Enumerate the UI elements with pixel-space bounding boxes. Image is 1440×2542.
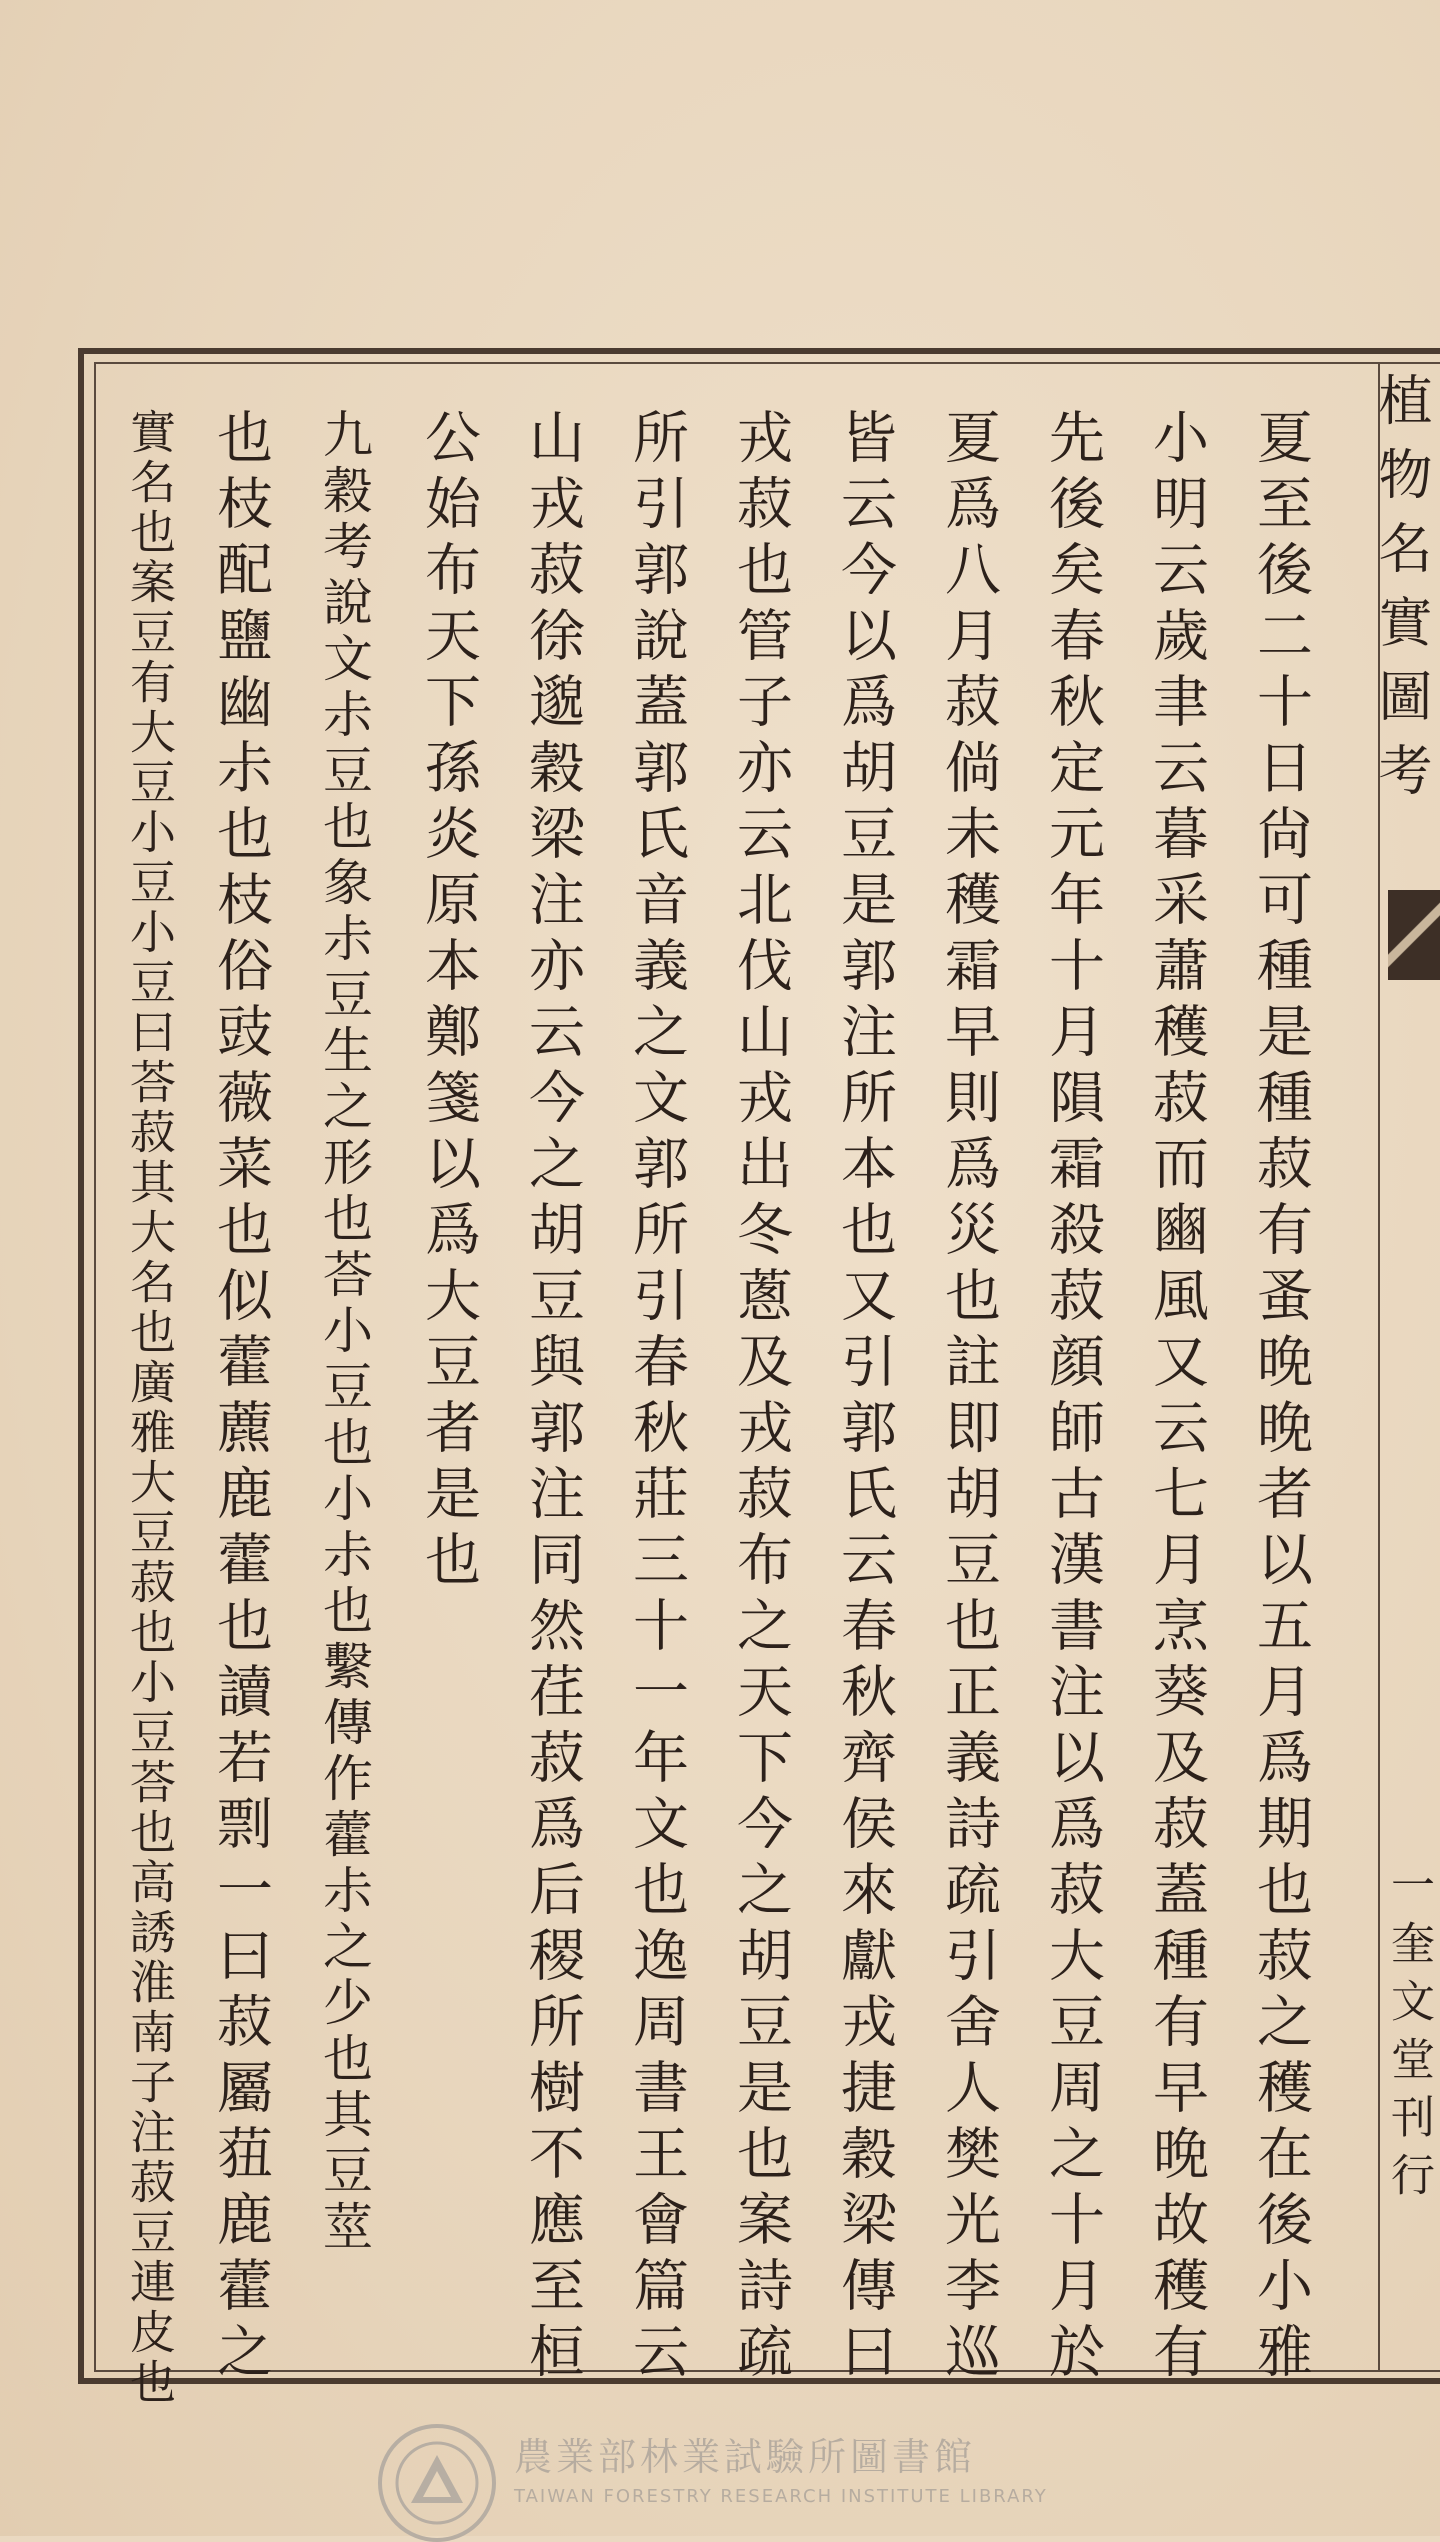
text-column-6: 戎菽也管子亦云北伐山戎出冬蔥及戎菽布之天下今之胡豆是也案詩疏 — [728, 408, 793, 2388]
library-seal-icon — [378, 2424, 496, 2542]
text-column-3: 先後矣春秋定元年十月隕霜殺菽顔師古漢書注以爲菽大豆周之十月於 — [1040, 408, 1105, 2388]
text-column-5: 皆云今以爲胡豆是郭注所本也又引郭氏云春秋齊侯來獻戎捷穀梁傳曰 — [832, 408, 897, 2388]
library-name-english: TAIWAN FORESTRY RESEARCH INSTITUTE LIBRARY — [514, 2486, 1048, 2507]
text-column-4: 夏爲八月菽倘未穫霜早則爲災也註即胡豆也正義詩疏引舍人樊光李巡 — [936, 408, 1001, 2388]
library-name-chinese: 農業部林業試驗所圖書館 — [514, 2435, 977, 2479]
text-column-10: 九穀考說文尗豆也象尗豆生之形也荅小豆也小尗也繫傳作藿尗之少也其豆莖 — [315, 408, 373, 2256]
gutter-book-title: 植物名實圖考 — [1370, 372, 1433, 816]
text-column-12: 實名也案豆有大豆小豆小豆曰荅菽其大名也廣雅大豆菽也小豆荅也高誘淮南子注菽豆連皮也 — [123, 408, 177, 2408]
fishtail-mark-icon — [1388, 890, 1440, 980]
gutter-publisher: 一奎文堂刊行 — [1383, 1862, 1434, 2210]
text-column-7: 所引郭說蓋郭氏音義之文郭所引春秋莊三十一年文也逸周書王會篇云 — [624, 408, 689, 2388]
text-column-1: 夏至後二十日尙可種是種菽有蚤晚晚者以五月爲期也菽之穫在後小雅 — [1248, 408, 1313, 2388]
text-column-9: 公始布天下孫炎原本鄭箋以爲大豆者是也 — [416, 408, 481, 1596]
text-column-11: 也枝配鹽幽尗也枝俗豉薇菜也似藿藨鹿藿也讀若剽一曰菽屬莥鹿藿之 — [208, 408, 273, 2388]
text-column-2: 小明云歲聿云暮采蕭穫菽而豳風又云七月烹葵及菽蓋種有早晚故穫有 — [1144, 408, 1209, 2388]
text-column-8: 山戎菽徐邈穀梁注亦云今之胡豆與郭注同然荏菽爲后稷所樹不應至桓 — [520, 408, 585, 2388]
